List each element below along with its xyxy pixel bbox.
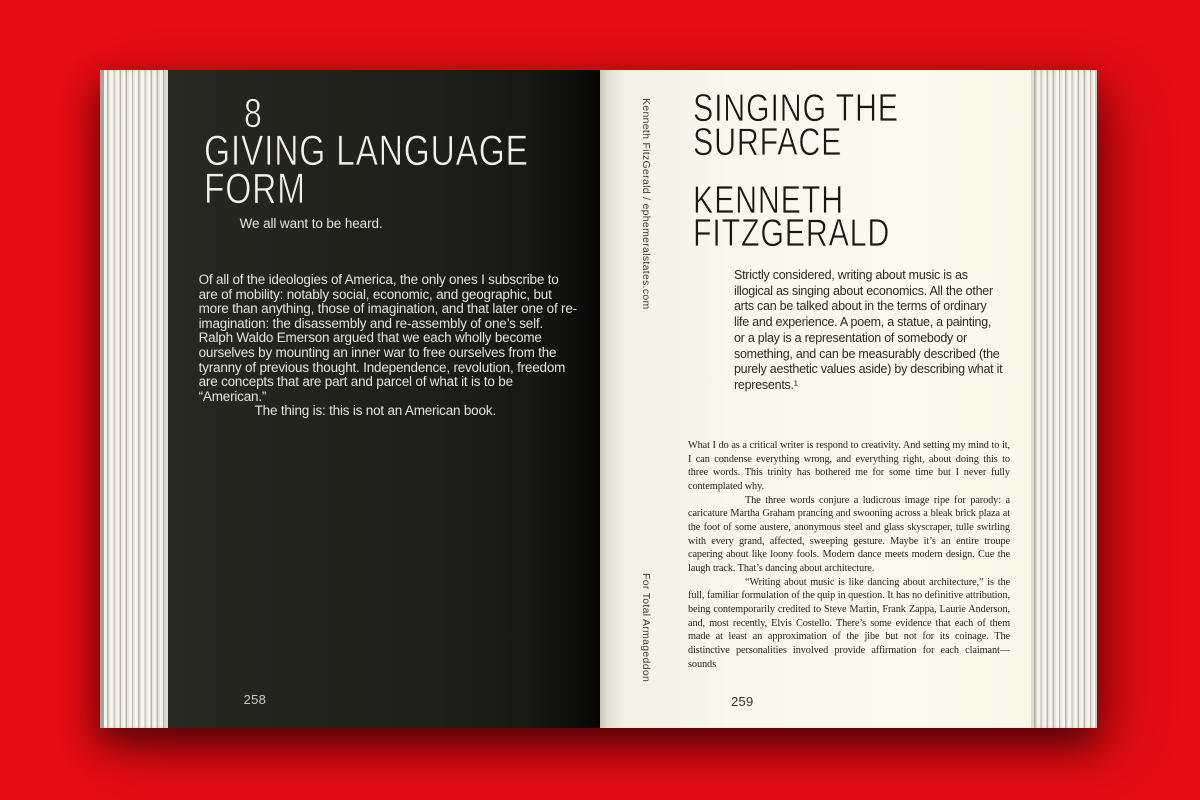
right-page-paragraph: The three words conjure a ludicrous image ripe for parody: a caricature Martha Graham prancing and swooning across a bleak brick plaza at the foot of some austere, anonymous steel and glass skyscraper, tulle swirling with every grand, affected, sweeping gesture. Maybe it’s an entire troupe capering about like loony fools. Modern dance meets modern design. Cue the laugh track. That’s dancing about architecture. <box>687 494 1010 574</box>
chapter-title-line: GIVING LANGUAGE <box>203 127 529 175</box>
left-page-paragraph: The thing is: this is not an American book. <box>254 403 496 419</box>
author-name <box>692 179 946 255</box>
page-number-left: 258 <box>243 692 267 707</box>
left-page <box>168 70 600 728</box>
author-name-line: FITZGERALD <box>692 212 891 255</box>
fore-edge-left <box>100 70 168 728</box>
chapter-number-text: 8 <box>243 90 263 136</box>
right-page-paragraph: What I do as a critical writer is respond to creativity. And setting my mind to it, I can condense everything wrong, and everything right, about doing this to three words. This trinity has bothered me for some time but I never fully contemplated why. <box>687 440 1010 492</box>
margin-caption-dedication: For Total Armageddon <box>639 573 652 683</box>
chapter-title-line: FORM <box>203 165 306 213</box>
epigraph: Strictly considered, writing about music is as illogical as singing about economics. All the other arts can be talked about in the terms of ordinary life and experience. A poem, a statue, a painting, or a play is a representation of somebody or something, and can be measurably described (the purely aesthetic values aside) by describing what it represents.¹ <box>733 268 1003 392</box>
chapter-title <box>203 127 620 213</box>
margin-caption-author-url: Kenneth FitzGerald / ephemeralstates.com <box>639 98 652 310</box>
chapter-tagline: We all want to be heard. <box>239 216 383 231</box>
right-page-paragraph: “Writing about music is like dancing about architecture,” is the full, familiar formulation of the quip in question. It has no definitive attribution, being contemporarily credited to Steve Martin, Frank Zappa, Laurie Anderson, and, most recently, Elvis Costello. There’s some evidence that each of them made at least an approximation of the jibe but not for its coinage. The distinctive personalities involved provide affirmation for each claimant—sounds <box>687 576 1010 670</box>
fore-edge-right <box>1031 70 1097 728</box>
right-page-body <box>688 439 1010 671</box>
book-spread <box>100 70 1097 728</box>
right-page <box>600 70 1031 728</box>
left-page-body <box>199 273 581 419</box>
article-title-line: SURFACE <box>692 121 843 164</box>
article-title <box>692 87 957 164</box>
author-name-line: KENNETH <box>692 179 844 222</box>
article-title-line: SINGING THE <box>692 87 899 130</box>
page-number-right: 259 <box>730 694 754 709</box>
left-page-paragraph: Of all of the ideologies of America, the only ones I subscribe to are of mobility: notably social, economic, and geographic, but more than anything, those of imagination, and that later one of re-imagination: the disassembly and re-assembly of one’s self. Ralph Waldo Emerson argued that we each wholly become ourselves by mounting an inner war to free ourselves from the tyranny of previous thought. Independence, revolution, freedom are concepts that are part and parcel of what it is to be “American.” <box>198 272 577 404</box>
